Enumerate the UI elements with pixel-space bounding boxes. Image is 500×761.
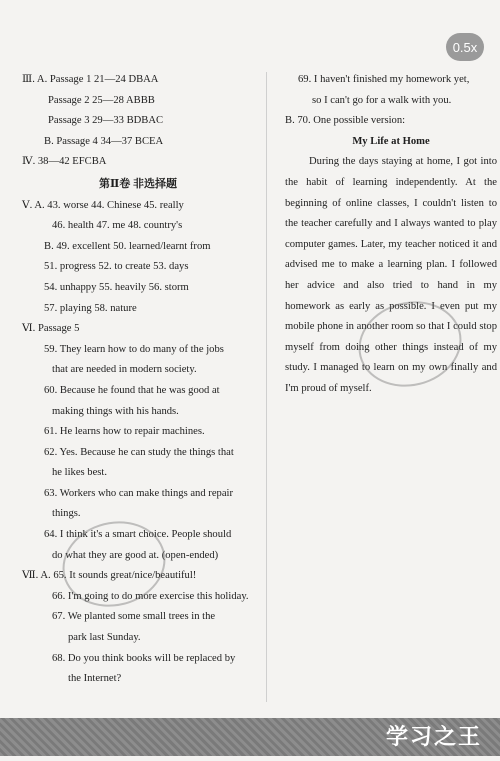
zoom-level-badge[interactable]: 0.5x [446,33,484,61]
answer-line: 51. progress 52. to create 53. days [44,261,189,273]
answer-line: 61. He learns how to repair machines. [44,426,205,438]
footer-brand-text: 学习之王 [385,725,482,750]
answer-line: Ⅲ. A. Passage 1 21—24 DBAA [22,74,159,85]
answer-line: 57. playing 58. nature [44,302,137,314]
answer-line: 66. I'm going to do more exercise this holiday. [52,590,249,602]
answer-line: Ⅴ. A. 43. worse 44. Chinese 45. really [22,199,184,211]
column-divider [266,72,267,702]
answer-line: so I can't go for a walk with you. [312,94,452,106]
answer-line: Ⅶ. A. 65. It sounds great/nice/beautiful! [22,570,197,582]
answer-line: Passage 3 29—33 BDBAC [48,115,164,127]
answer-line: park last Sunday. [68,632,141,644]
essay-title: My Life at Home [352,135,430,147]
answer-line: that are needed in modern society. [52,364,197,376]
answer-line: 第Ⅱ卷 非选择题 [98,177,178,190]
answer-line: 64. I think it's a smart choice. People should [44,529,232,541]
answer-line: making things with his hands. [52,405,179,417]
answer-line: 62. Yes. Because he can study the things that [44,446,234,458]
right-top-answers [285,70,497,132]
answer-line: 69. I haven't finished my homework yet, [298,74,470,85]
answer-line: 68. Do you think books will be replaced by [52,652,236,664]
answer-line: 46. health 47. me 48. country's [52,220,183,232]
answer-line: B. 70. One possible version: [285,115,406,127]
answer-line: do what they are good at. (open-ended) [52,549,219,561]
answer-line: 67. We planted some small trees in the [52,611,216,623]
answer-line: the Internet? [68,673,122,685]
answer-line: 59. They learn how to do many of the jobs [44,343,224,355]
answer-line: 60. Because he found that he was good at [44,384,220,396]
answer-line: Ⅵ. Passage 5 [22,323,80,335]
answer-line: B. 49. excellent 50. learned/learnt from [44,240,211,252]
answer-line: Ⅳ. 38—42 EFCBA [22,156,107,168]
answer-line: 54. unhappy 55. heavily 56. storm [44,281,189,293]
answer-line: he likes best. [52,467,108,479]
page-footer-banner [0,718,500,756]
answer-line: things. [52,508,81,520]
essay-paragraph: During the days staying at home, I got into the habit of learning independently. At the beginning of online classes, I couldn't listen to the teacher carefully and I always wanted to play computer games. Later, my teacher noticed it and advised me to make a learning plan. I followed her advice and also tried to hand in my homework as early as possible. I even put my mobile phone in another room so that I could stop myself from doing other things instead of my study. I managed to learn on my own finally and I'm proud of myself. [285,156,497,394]
answer-line: B. Passage 4 34—37 BCEA [44,135,164,147]
answer-line: 63. Workers who can make things and repair [44,487,233,499]
answer-line: Passage 2 25—28 ABBB [48,94,155,106]
